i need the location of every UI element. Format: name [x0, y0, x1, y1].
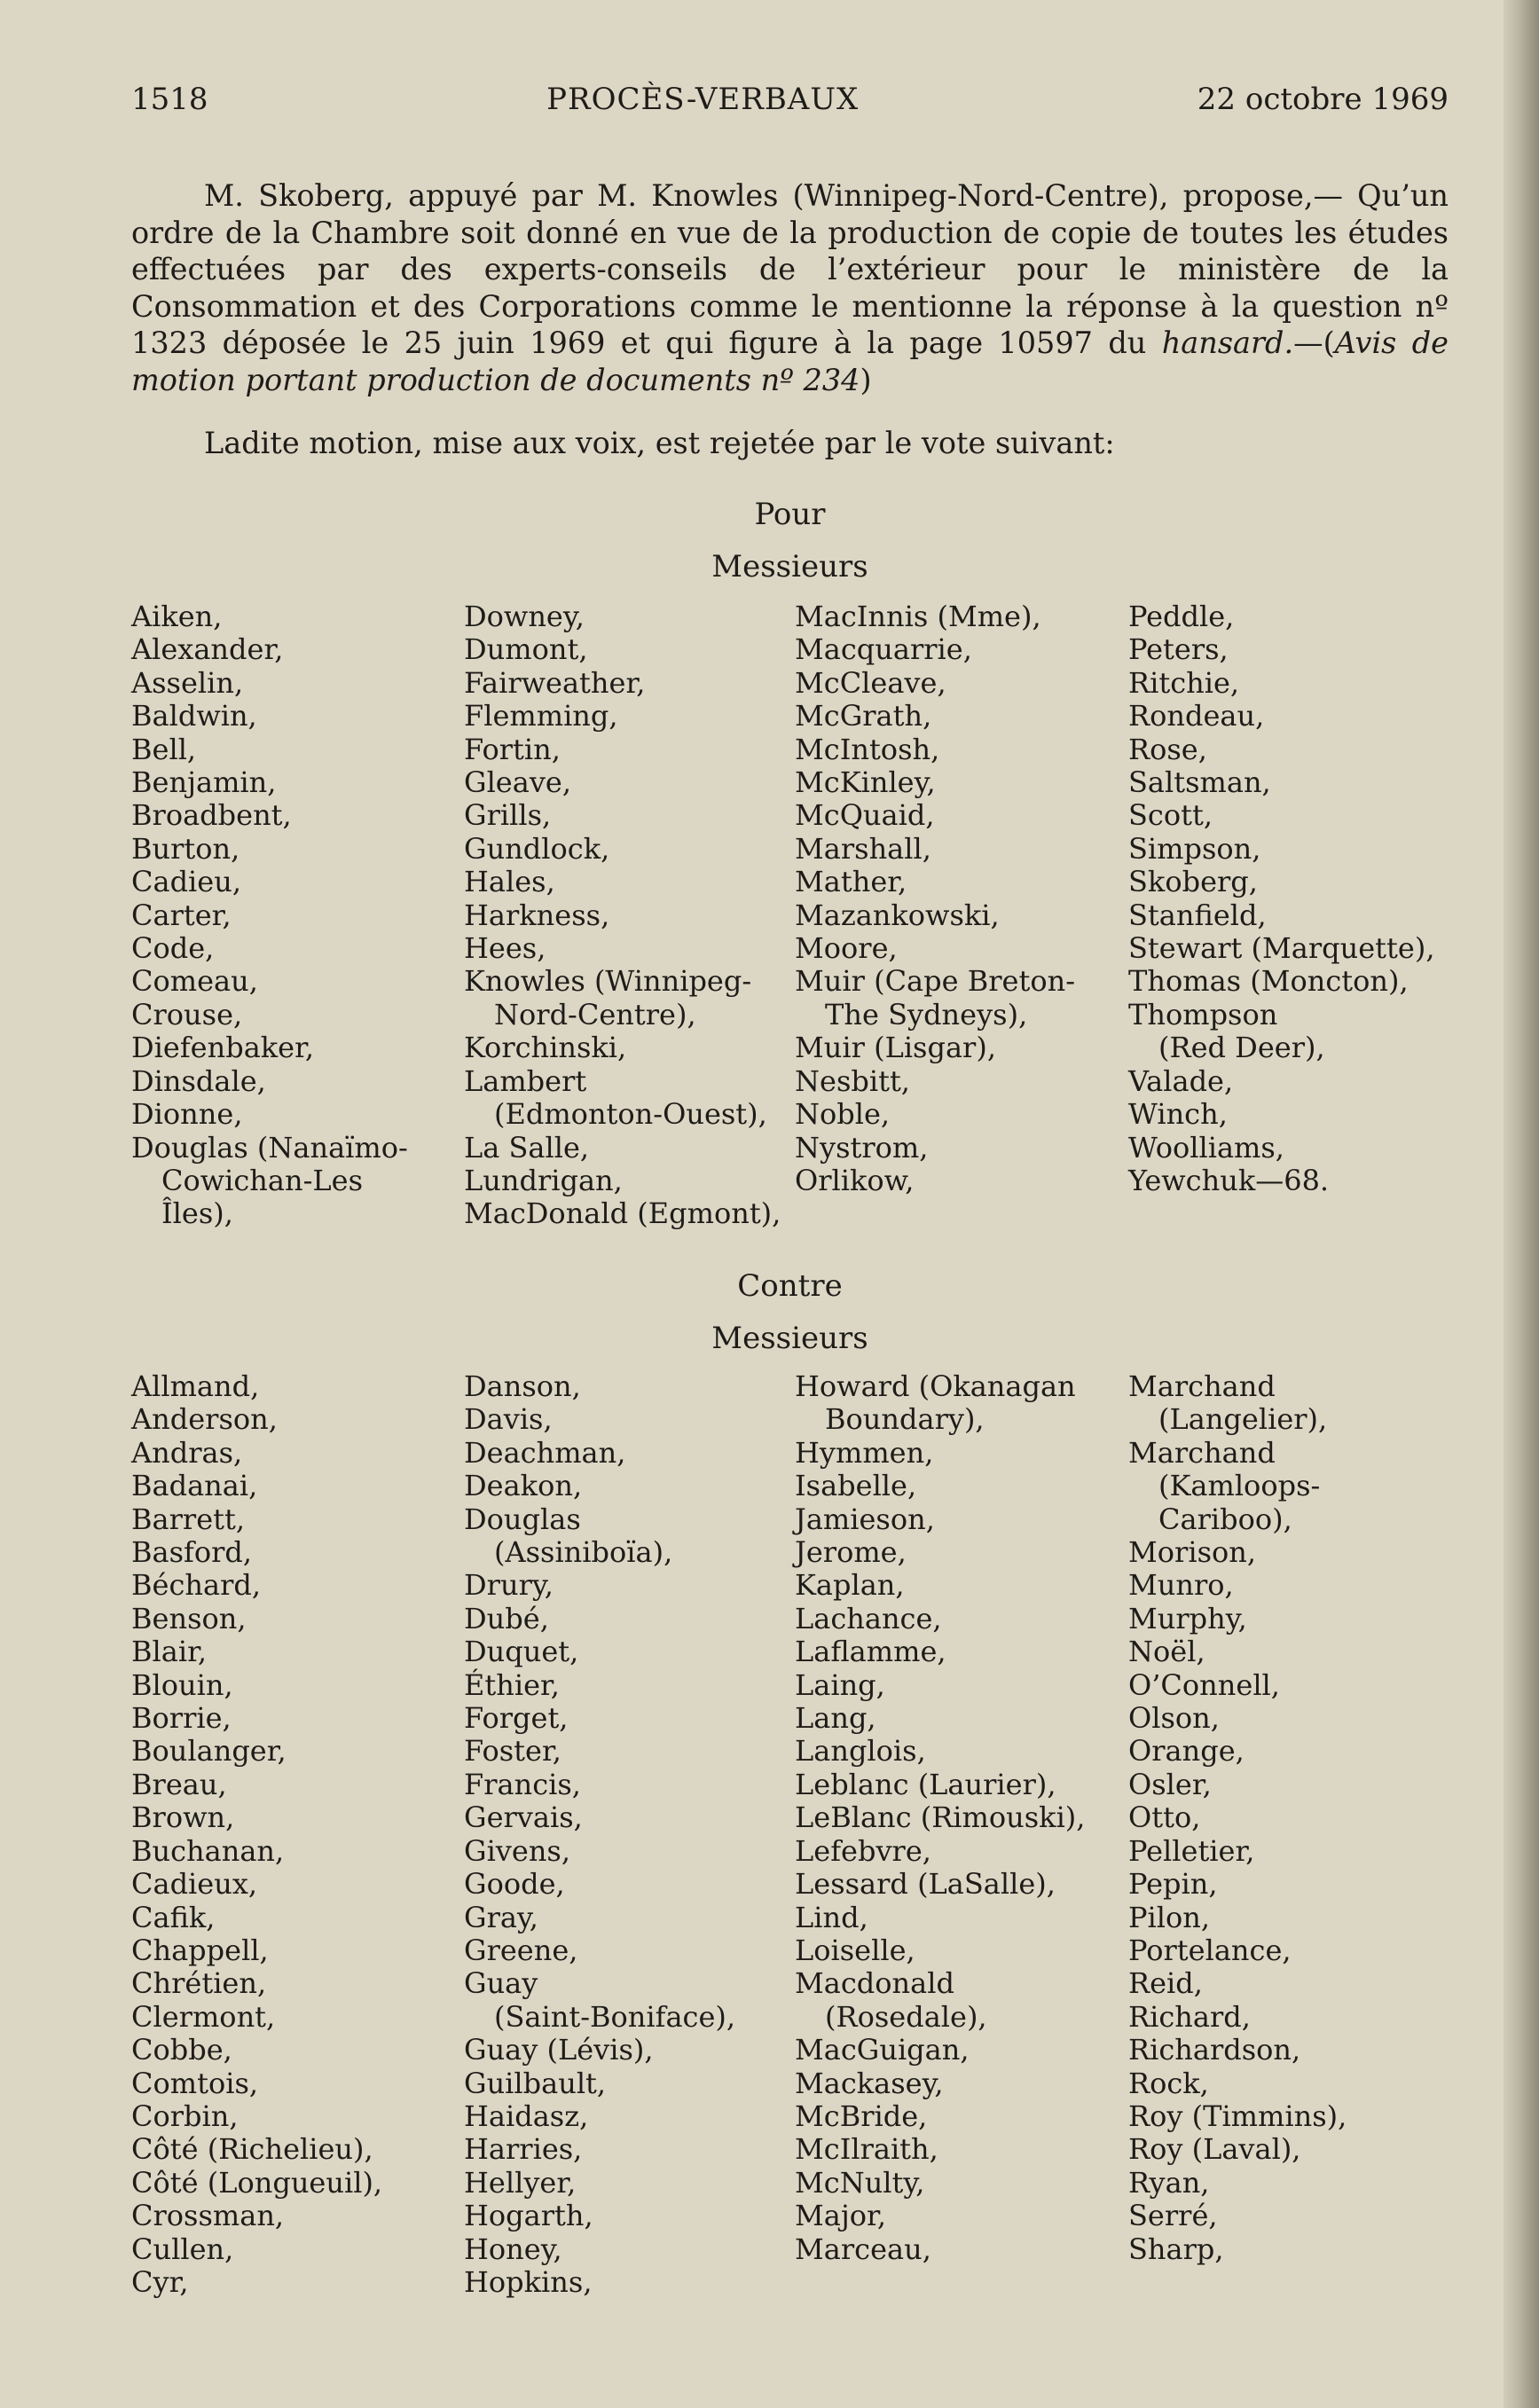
member-name: Marceau,: [795, 2232, 931, 2266]
pour-column-4: [1128, 600, 1434, 1197]
pour-column-2: [464, 600, 781, 1231]
member-name: Valade,: [1128, 1063, 1234, 1098]
member-name: Givens,: [464, 1833, 571, 1868]
member-name: Asselin,: [131, 665, 244, 700]
member-name: Otto,: [1128, 1800, 1201, 1835]
member-name: Mackasey,: [795, 2066, 944, 2100]
member-name: Lessard (LaSalle),: [795, 1867, 1056, 1902]
member-name: Noble,: [795, 1097, 891, 1132]
member-name: Isabelle,: [795, 1469, 917, 1503]
member-name: McIntosh,: [795, 732, 940, 766]
member-name: (Red Deer),: [1158, 1031, 1325, 1065]
member-name: Osler,: [1128, 1767, 1212, 1801]
page-number: 1518: [131, 82, 208, 117]
member-name: LeBlanc (Rimouski),: [795, 1800, 1086, 1835]
member-name: Roy (Laval),: [1128, 2132, 1301, 2167]
member-name: Danson,: [464, 1369, 581, 1403]
motion-text: M. Skoberg, appuyé par M. Knowles (Winnipeg-Nord-Centre), propose,— Qu’un ordre de la Chambre soit donné en vue de la production de copie de toutes les études effectuées par des experts-conseils de l’extérieur pour le ministère de la Consommation et des Corporations comme le mentionne la réponse à la question nº 1323 déposée le 25 juin 1969 et qui figure à la page 10597 du: [131, 178, 1449, 360]
member-name: Anderson,: [131, 1402, 278, 1437]
member-name: Langlois,: [795, 1734, 926, 1769]
member-name: Pelletier,: [1128, 1833, 1255, 1868]
member-name: MacInnis (Mme),: [795, 600, 1041, 633]
member-name: Foster,: [464, 1734, 561, 1769]
member-name: Carter,: [131, 898, 232, 932]
member-name: Hymmen,: [795, 1435, 934, 1470]
motion-dash: —(: [1293, 326, 1335, 360]
member-name: Orlikow,: [795, 1163, 915, 1197]
member-name: Serré,: [1128, 2199, 1218, 2233]
member-name: (Saint-Boniface),: [494, 1999, 736, 2034]
member-name: Guay: [464, 1966, 538, 2001]
member-name: Dumont,: [464, 632, 588, 667]
member-name: Macdonald: [795, 1966, 954, 2001]
member-name: Davis,: [464, 1402, 553, 1437]
member-name: Dinsdale,: [131, 1063, 266, 1098]
member-name: Cullen,: [131, 2232, 234, 2266]
member-name: Clermont,: [131, 1999, 276, 2034]
member-name: O’Connell,: [1128, 1667, 1280, 1702]
member-name: McKinley,: [795, 765, 936, 800]
member-name: Harries,: [464, 2132, 583, 2167]
member-name: Ryan,: [1128, 2165, 1210, 2200]
member-name: Honey,: [464, 2232, 562, 2266]
member-name: Haidasz,: [464, 2098, 589, 2133]
member-name: Basford,: [131, 1535, 253, 1570]
member-name: Cariboo),: [1158, 1502, 1292, 1536]
member-name: Rondeau,: [1128, 699, 1265, 733]
member-name: Douglas (Nanaïmo-: [131, 1130, 408, 1165]
member-name: Corbin,: [131, 2098, 239, 2133]
member-name: Lang,: [795, 1701, 876, 1736]
member-name: Aiken,: [131, 600, 223, 633]
member-name: Muir (Lisgar),: [795, 1031, 996, 1065]
member-name: La Salle,: [464, 1130, 590, 1165]
member-name: Leblanc (Laurier),: [795, 1767, 1056, 1801]
member-name: Cadieu,: [131, 865, 241, 899]
member-name: Dubé,: [464, 1601, 549, 1635]
member-name: Orange,: [1128, 1734, 1245, 1769]
member-name: Deakon,: [464, 1469, 583, 1503]
member-name: Grills,: [464, 798, 552, 833]
member-name: Borrie,: [131, 1701, 232, 1736]
member-name: Hees,: [464, 931, 546, 966]
member-name: Muir (Cape Breton-: [795, 964, 1076, 999]
member-name: Côté (Longueuil),: [131, 2165, 383, 2200]
member-name: Blouin,: [131, 1667, 233, 1702]
member-name: Munro,: [1128, 1568, 1234, 1603]
member-name: Peters,: [1128, 632, 1229, 667]
member-name: Jamieson,: [795, 1502, 935, 1536]
member-name: (Edmonton-Ouest),: [494, 1097, 767, 1132]
member-name: Alexander,: [131, 632, 284, 667]
member-name: Fortin,: [464, 732, 561, 766]
member-name: Rose,: [1128, 732, 1207, 766]
member-name: Olson,: [1128, 1701, 1220, 1736]
member-name: (Kamloops-: [1158, 1469, 1321, 1503]
member-name: Blair,: [131, 1635, 208, 1669]
member-name: Hogarth,: [464, 2199, 593, 2233]
member-name: Gray,: [464, 1900, 538, 1934]
page-edge-shadow: [1504, 0, 1539, 2408]
member-name: Greene,: [464, 1933, 578, 1967]
member-name: McNulty,: [795, 2165, 925, 2200]
member-name: Badanai,: [131, 1469, 258, 1503]
member-name: Murphy,: [1128, 1601, 1247, 1635]
member-name: Cadieux,: [131, 1867, 258, 1902]
member-name: Comtois,: [131, 2066, 259, 2100]
member-name: Marchand: [1128, 1369, 1276, 1403]
member-name: Yewchuk—68.: [1128, 1163, 1330, 1197]
member-name: Guay (Lévis),: [464, 2033, 654, 2067]
pour-column-1: [131, 600, 408, 1231]
member-name: The Sydneys),: [825, 997, 1028, 1031]
member-name: Morison,: [1128, 1535, 1257, 1570]
member-name: Howard (Okanagan: [795, 1369, 1076, 1403]
motion-paragraph: [131, 177, 1449, 398]
member-name: Peddle,: [1128, 600, 1235, 633]
member-name: Skoberg,: [1128, 865, 1258, 899]
member-name: Éthier,: [464, 1667, 560, 1702]
member-name: Simpson,: [1128, 831, 1261, 866]
member-name: Côté (Richelieu),: [131, 2132, 373, 2167]
member-name: Béchard,: [131, 1568, 262, 1603]
contre-column-2: [464, 1370, 735, 2299]
member-name: Cyr,: [131, 2264, 189, 2299]
member-name: Ritchie,: [1128, 665, 1240, 700]
member-name: McIlraith,: [795, 2132, 938, 2167]
member-name: Pilon,: [1128, 1900, 1211, 1934]
contre-subheading: Messieurs: [711, 1321, 868, 1356]
contre-column-1: [131, 1370, 382, 2299]
running-head: [131, 82, 1449, 121]
member-name: Richardson,: [1128, 2033, 1301, 2067]
member-name: Stewart (Marquette),: [1128, 931, 1435, 966]
member-name: Lachance,: [795, 1601, 942, 1635]
member-name: MacGuigan,: [795, 2033, 970, 2067]
member-name: Woolliams,: [1128, 1130, 1284, 1165]
member-name: Forget,: [464, 1701, 569, 1736]
member-name: Pepin,: [1128, 1867, 1218, 1902]
document-page: [131, 0, 1449, 2408]
member-name: Chappell,: [131, 1933, 269, 1967]
member-name: Comeau,: [131, 964, 258, 999]
member-name: (Rosedale),: [825, 1999, 987, 2034]
member-name: Downey,: [464, 600, 585, 633]
contre-column-4: [1128, 1370, 1347, 2266]
member-name: Hales,: [464, 865, 555, 899]
member-name: Baldwin,: [131, 699, 257, 733]
member-name: Deachman,: [464, 1435, 626, 1470]
member-name: Sharp,: [1128, 2232, 1224, 2266]
member-name: Richard,: [1128, 1999, 1251, 2034]
member-name: McGrath,: [795, 699, 932, 733]
member-name: McCleave,: [795, 665, 946, 700]
motion-close: ): [860, 362, 872, 397]
member-name: Moore,: [795, 931, 898, 966]
member-name: Rock,: [1128, 2066, 1209, 2100]
member-name: McBride,: [795, 2098, 928, 2133]
member-name: Scott,: [1128, 798, 1213, 833]
member-name: Portelance,: [1128, 1933, 1292, 1967]
member-name: Saltsman,: [1128, 765, 1271, 800]
member-name: Breau,: [131, 1767, 227, 1801]
member-name: Nesbitt,: [795, 1063, 910, 1098]
member-name: Brown,: [131, 1800, 235, 1835]
member-name: Cowichan-Les: [161, 1163, 364, 1197]
member-name: Burton,: [131, 831, 240, 866]
member-name: Fairweather,: [464, 665, 646, 700]
member-name: Allmand,: [131, 1369, 260, 1403]
member-name: Major,: [795, 2199, 886, 2233]
member-name: Cobbe,: [131, 2033, 232, 2067]
pour-column-3: [795, 600, 1075, 1197]
member-name: Stanfield,: [1128, 898, 1267, 932]
member-name: Cafik,: [131, 1900, 216, 1934]
member-name: Flemming,: [464, 699, 618, 733]
member-name: Guilbault,: [464, 2066, 607, 2100]
member-name: Marshall,: [795, 831, 931, 866]
member-name: Nord-Centre),: [494, 997, 696, 1031]
member-name: Korchinski,: [464, 1031, 627, 1065]
member-name: Winch,: [1128, 1097, 1228, 1132]
member-name: Thomas (Moncton),: [1128, 964, 1409, 999]
member-name: Broadbent,: [131, 798, 292, 833]
contre-column-3: [795, 1370, 1085, 2266]
member-name: Laing,: [795, 1667, 885, 1702]
member-name: Îles),: [161, 1196, 233, 1231]
pour-heading: Pour: [754, 497, 826, 532]
member-name: Boulanger,: [131, 1734, 287, 1769]
member-name: Bell,: [131, 732, 197, 766]
member-name: Benson,: [131, 1601, 247, 1635]
member-name: Noël,: [1128, 1635, 1205, 1669]
hansard-italic: hansard.: [1161, 326, 1294, 360]
member-name: Gervais,: [464, 1800, 583, 1835]
member-name: Roy (Timmins),: [1128, 2098, 1347, 2133]
member-name: Drury,: [464, 1568, 554, 1603]
member-name: Lefebvre,: [795, 1833, 931, 1868]
member-name: Jerome,: [795, 1535, 907, 1570]
member-name: Benjamin,: [131, 765, 277, 800]
member-name: McQuaid,: [795, 798, 935, 833]
member-name: Diefenbaker,: [131, 1031, 315, 1065]
member-name: Gundlock,: [464, 831, 610, 866]
member-name: Barrett,: [131, 1502, 246, 1536]
contre-heading: Contre: [737, 1268, 843, 1304]
member-name: Kaplan,: [795, 1568, 905, 1603]
member-name: Loiselle,: [795, 1933, 915, 1967]
member-name: MacDonald (Egmont),: [464, 1196, 781, 1231]
page-date: 22 octobre 1969: [1197, 82, 1449, 117]
member-name: Macquarrie,: [795, 632, 972, 667]
motion-reference: Avis de motion portant production de documents nº 234: [131, 326, 1449, 397]
member-name: (Assiniboïa),: [494, 1535, 673, 1570]
member-name: Chrétien,: [131, 1966, 267, 2001]
member-name: Laflamme,: [795, 1635, 946, 1669]
member-name: Nystrom,: [795, 1130, 929, 1165]
vote-intro: Ladite motion, mise aux voix, est rejetée par le vote suivant:: [204, 426, 1115, 460]
member-name: Crouse,: [131, 997, 243, 1031]
member-name: Francis,: [464, 1767, 581, 1801]
member-name: Hopkins,: [464, 2264, 593, 2299]
member-name: Hellyer,: [464, 2165, 577, 2200]
member-name: Knowles (Winnipeg-: [464, 964, 752, 999]
member-name: Mather,: [795, 865, 907, 899]
member-name: (Langelier),: [1158, 1402, 1328, 1437]
member-name: Duquet,: [464, 1635, 579, 1669]
member-name: Lind,: [795, 1900, 868, 1934]
member-name: Boundary),: [825, 1402, 985, 1437]
member-name: Buchanan,: [131, 1833, 285, 1868]
member-name: Thompson: [1128, 997, 1278, 1031]
member-name: Marchand: [1128, 1435, 1276, 1470]
member-name: Goode,: [464, 1867, 565, 1902]
member-name: Lundrigan,: [464, 1163, 623, 1197]
member-name: Gleave,: [464, 765, 571, 800]
member-name: Lambert: [464, 1063, 587, 1098]
page-title: PROCÈS-VERBAUX: [546, 82, 860, 117]
member-name: Mazankowski,: [795, 898, 1000, 932]
member-name: Crossman,: [131, 2199, 285, 2233]
pour-subheading: Messieurs: [711, 549, 868, 584]
member-name: Andras,: [131, 1435, 243, 1470]
member-name: Code,: [131, 931, 215, 966]
member-name: Douglas: [464, 1502, 581, 1536]
member-name: Reid,: [1128, 1966, 1203, 2001]
member-name: Dionne,: [131, 1097, 243, 1132]
member-name: Harkness,: [464, 898, 610, 932]
